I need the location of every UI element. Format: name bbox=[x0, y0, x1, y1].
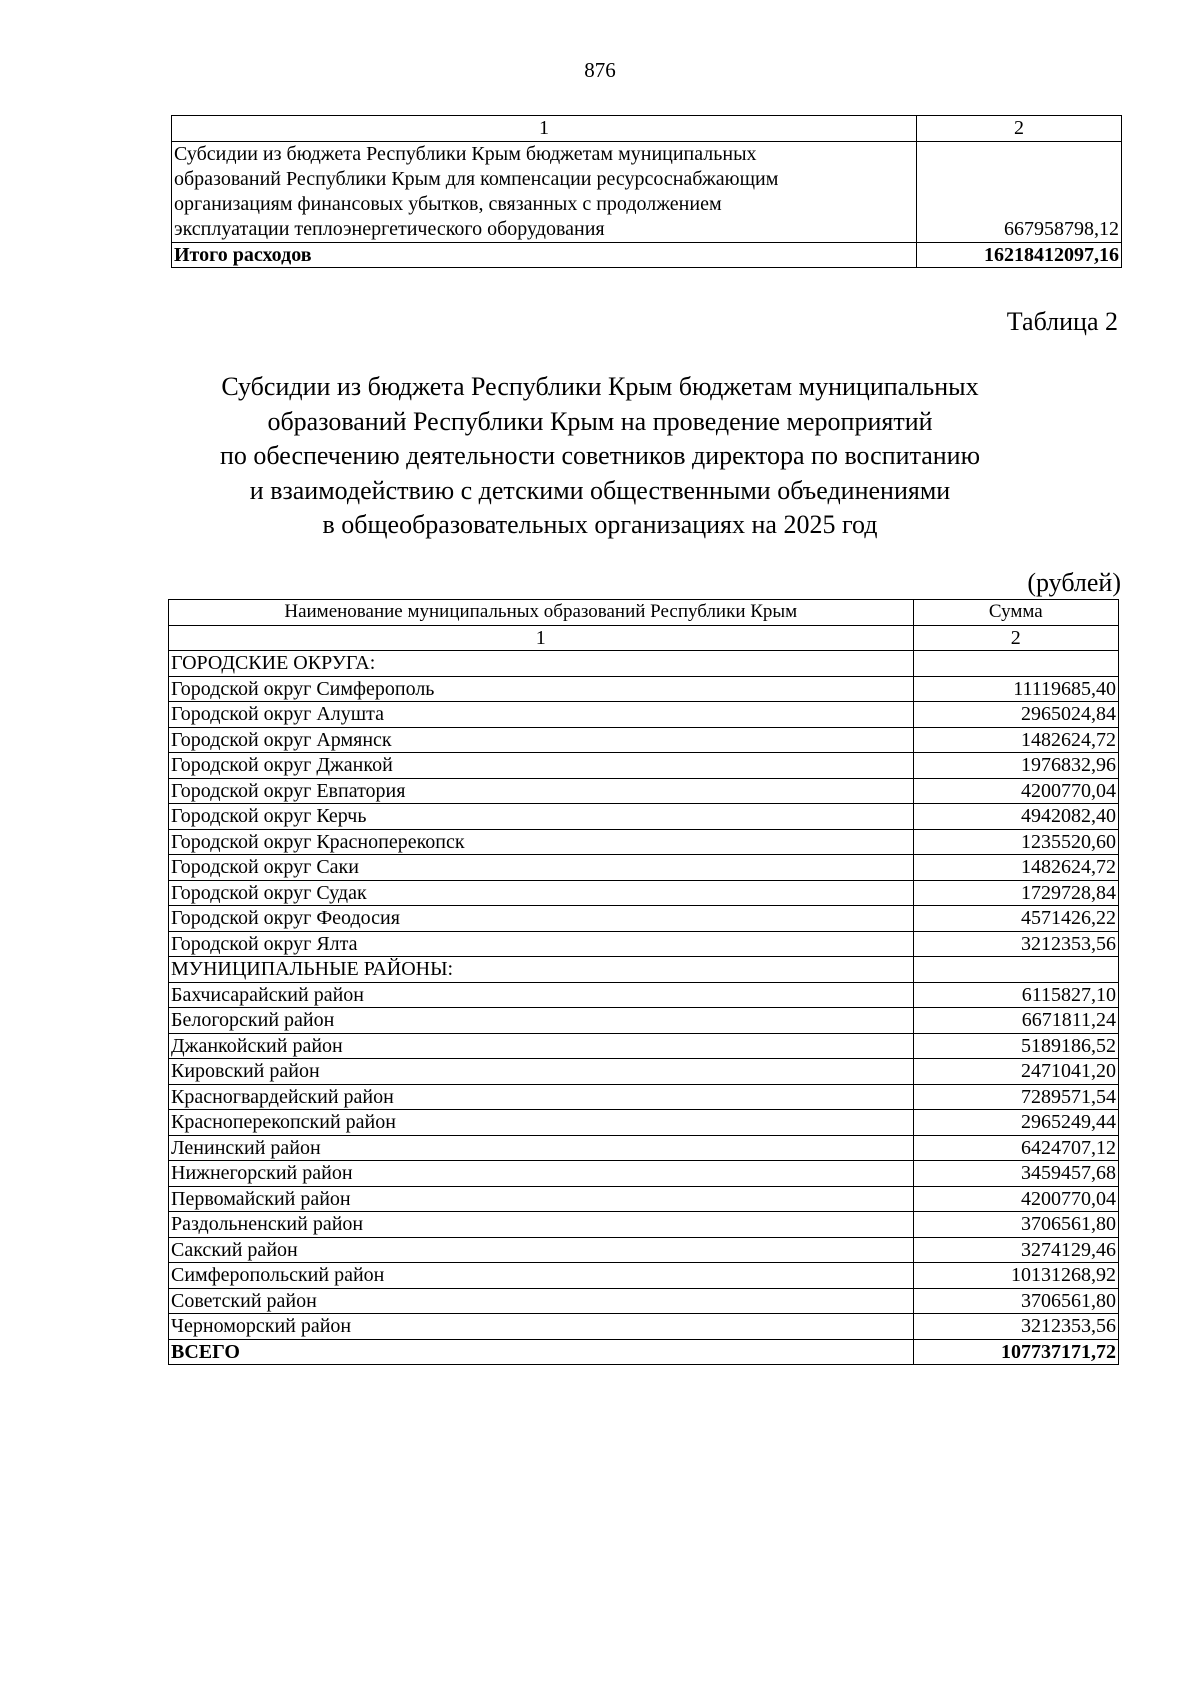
municipality-name: ГОРОДСКИЕ ОКРУГА: bbox=[169, 651, 914, 677]
header-amount: Сумма bbox=[913, 600, 1118, 626]
municipality-amount: 6671811,24 bbox=[913, 1008, 1118, 1034]
table-row bbox=[169, 804, 1119, 830]
municipality-name: Городской округ Красноперекопск bbox=[169, 829, 914, 855]
municipality-amount: 3212353,56 bbox=[913, 931, 1118, 957]
table-row bbox=[169, 855, 1119, 881]
municipality-amount: 2471041,20 bbox=[913, 1059, 1118, 1085]
municipality-name: Городской округ Саки bbox=[169, 855, 914, 881]
subsidies-table bbox=[168, 599, 1119, 1365]
municipality-amount: 4942082,40 bbox=[913, 804, 1118, 830]
municipality-amount: 3212353,56 bbox=[913, 1314, 1118, 1340]
municipality-amount: 3706561,80 bbox=[913, 1212, 1118, 1238]
table-row bbox=[169, 753, 1119, 779]
table-row bbox=[169, 957, 1119, 983]
table-row bbox=[169, 778, 1119, 804]
table-row bbox=[169, 906, 1119, 932]
title-line: образований Республики Крым на проведение мероприятий bbox=[267, 406, 933, 436]
municipality-name: Белогорский район bbox=[169, 1008, 914, 1034]
municipality-amount: 1482624,72 bbox=[913, 855, 1118, 881]
municipality-amount: 4571426,22 bbox=[913, 906, 1118, 932]
title-line: в общеобразовательных организациях на 2025 год bbox=[322, 510, 878, 539]
municipality-amount: 4200770,04 bbox=[913, 1186, 1118, 1212]
municipality-name: Нижнегорский район bbox=[169, 1161, 914, 1187]
municipality-name: Городской округ Судак bbox=[169, 880, 914, 906]
table-row bbox=[169, 1288, 1119, 1314]
municipality-amount: 7289571,54 bbox=[913, 1084, 1118, 1110]
municipality-amount: 4200770,04 bbox=[913, 778, 1118, 804]
row-amount: 667958798,12 bbox=[917, 142, 1122, 243]
subsidies-table-body bbox=[169, 600, 1119, 1365]
municipality-amount: 11119685,40 bbox=[913, 676, 1118, 702]
municipality-name: Черноморский район bbox=[169, 1314, 914, 1340]
header-name: Наименование муниципальных образований Республики Крым bbox=[169, 600, 914, 626]
title-line: по обеспечению деятельности советников директора по воспитанию bbox=[219, 441, 981, 470]
document-title bbox=[100, 370, 1100, 543]
municipality-amount: 1976832,96 bbox=[913, 753, 1118, 779]
table-row bbox=[169, 1263, 1119, 1289]
municipality-amount: 2965024,84 bbox=[913, 702, 1118, 728]
table-row bbox=[169, 1186, 1119, 1212]
municipality-name: Бахчисарайский район bbox=[169, 982, 914, 1008]
municipality-name: Городской округ Симферополь bbox=[169, 676, 914, 702]
table-row bbox=[169, 1059, 1119, 1085]
total-label: ВСЕГО bbox=[169, 1339, 914, 1365]
municipality-name: Советский район bbox=[169, 1288, 914, 1314]
municipality-name: Городской округ Феодосия bbox=[169, 906, 914, 932]
table-row bbox=[169, 1161, 1119, 1187]
title-line: Субсидии из бюджета Республики Крым бюджетам муниципальных bbox=[221, 372, 979, 401]
municipality-name: Ленинский район bbox=[169, 1135, 914, 1161]
table-header-row bbox=[172, 116, 1122, 142]
total-row bbox=[169, 1339, 1119, 1365]
municipality-amount: 6115827,10 bbox=[913, 982, 1118, 1008]
table-row bbox=[169, 702, 1119, 728]
table-row bbox=[169, 1135, 1119, 1161]
total-amount: 16218412097,16 bbox=[917, 243, 1122, 268]
table-row bbox=[169, 1110, 1119, 1136]
table-row bbox=[169, 727, 1119, 753]
table-header-row bbox=[169, 600, 1119, 626]
municipality-name: МУНИЦИПАЛЬНЫЕ РАЙОНЫ: bbox=[169, 957, 914, 983]
table-row bbox=[169, 1212, 1119, 1238]
row-description-line: Субсидии из бюджета Республики Крым бюджетам муниципальных bbox=[174, 143, 757, 165]
total-row bbox=[172, 243, 1122, 268]
table-row bbox=[169, 1314, 1119, 1340]
row-description-line: эксплуатации теплоэнергетического оборудования bbox=[174, 218, 605, 240]
row-description-line: образований Республики Крым для компенсации ресурсоснабжающим bbox=[174, 168, 779, 190]
municipality-amount: 1729728,84 bbox=[913, 880, 1118, 906]
municipality-amount: 2965249,44 bbox=[913, 1110, 1118, 1136]
table-row bbox=[169, 1033, 1119, 1059]
table-row bbox=[169, 1008, 1119, 1034]
municipality-name: Раздольненский район bbox=[169, 1212, 914, 1238]
municipality-name: Джанкойский район bbox=[169, 1033, 914, 1059]
municipality-name: Кировский район bbox=[169, 1059, 914, 1085]
table-row bbox=[169, 676, 1119, 702]
municipality-name: Городской округ Евпатория bbox=[169, 778, 914, 804]
row-description-line: организациям финансовых убытков, связанных с продолжением bbox=[174, 193, 722, 215]
municipality-name: Симферопольский район bbox=[169, 1263, 914, 1289]
municipality-amount: 3459457,68 bbox=[913, 1161, 1118, 1187]
municipality-name: Красногвардейский район bbox=[169, 1084, 914, 1110]
units-label: (рублей) bbox=[1027, 568, 1121, 597]
municipality-name: Первомайский район bbox=[169, 1186, 914, 1212]
table-caption: Таблица 2 bbox=[1006, 307, 1118, 336]
municipality-name: Городской округ Алушта bbox=[169, 702, 914, 728]
municipality-name: Красноперекопский район bbox=[169, 1110, 914, 1136]
expenses-table bbox=[171, 115, 1122, 268]
municipality-amount: 1482624,72 bbox=[913, 727, 1118, 753]
table-row bbox=[169, 931, 1119, 957]
page-number: 876 bbox=[584, 58, 616, 82]
municipality-name: Городской округ Керчь bbox=[169, 804, 914, 830]
column-numbers-row bbox=[169, 625, 1119, 651]
table-row bbox=[169, 982, 1119, 1008]
row-description bbox=[172, 142, 917, 243]
title-line: и взаимодействию с детскими общественными объединениями bbox=[249, 475, 951, 505]
table-row bbox=[169, 651, 1119, 677]
municipality-name: Городской округ Джанкой bbox=[169, 753, 914, 779]
column-number-1: 1 bbox=[169, 625, 914, 651]
municipality-amount bbox=[913, 957, 1118, 983]
municipality-amount: 6424707,12 bbox=[913, 1135, 1118, 1161]
table-row bbox=[169, 880, 1119, 906]
municipality-amount: 5189186,52 bbox=[913, 1033, 1118, 1059]
municipality-amount: 1235520,60 bbox=[913, 829, 1118, 855]
municipality-name: Сакский район bbox=[169, 1237, 914, 1263]
municipality-amount: 3274129,46 bbox=[913, 1237, 1118, 1263]
column-number-2: 2 bbox=[913, 625, 1118, 651]
municipality-amount: 3706561,80 bbox=[913, 1288, 1118, 1314]
municipality-amount bbox=[913, 651, 1118, 677]
column-number-1: 1 bbox=[172, 116, 917, 142]
total-label: Итого расходов bbox=[172, 243, 917, 268]
total-amount: 107737171,72 bbox=[913, 1339, 1118, 1365]
table-row bbox=[169, 1084, 1119, 1110]
municipality-amount: 10131268,92 bbox=[913, 1263, 1118, 1289]
column-number-2: 2 bbox=[917, 116, 1122, 142]
table-row bbox=[172, 142, 1122, 243]
table-row bbox=[169, 829, 1119, 855]
table-row bbox=[169, 1237, 1119, 1263]
municipality-name: Городской округ Армянск bbox=[169, 727, 914, 753]
municipality-name: Городской округ Ялта bbox=[169, 931, 914, 957]
